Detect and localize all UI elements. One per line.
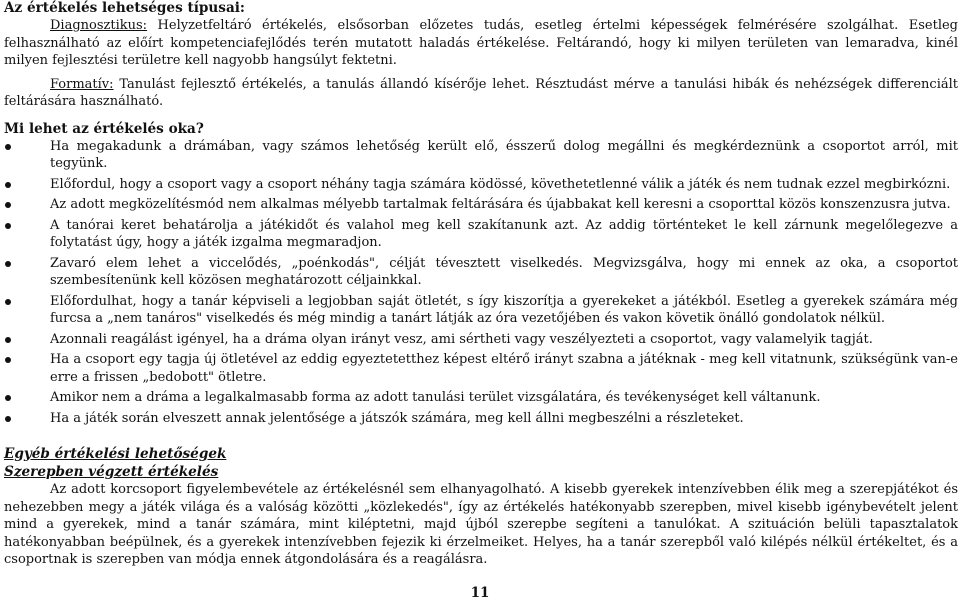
- list-item: Ha a játék során elveszett annak jelentősége a játszók számára, meg kell állni megbeszélni a részleteket.: [4, 410, 958, 428]
- list-item: Zavaró elem lehet a viccelődés, „poénkodás", célját tévesztett viselkedés. Megvizsgálva, hogy mi ennek az oka, a csoportot szembesítenünk kell közösen meghatározott céljainkkal.: [4, 255, 958, 290]
- formative-label: Formatív:: [50, 76, 114, 92]
- reasons-list: [4, 138, 958, 428]
- section-title-reasons: Mi lehet az értékelés oka?: [4, 120, 204, 137]
- section-title-evaluation-types: Az értékelés lehetséges típusai:: [4, 0, 245, 16]
- formative-text: Tanulást fejlesztő értékelés, a tanulás állandó kísérője lehet. Résztudást mérve a tanulási hibák és nehézségek differenciált feltárására használható.: [4, 76, 958, 109]
- bullet-icon: [5, 261, 11, 267]
- bullet-icon: [5, 416, 11, 422]
- list-item: Amikor nem a dráma a legalkalmasabb forma az adott tanulási terület vizsgálatára, és tevékenységet kell váltanunk.: [4, 389, 958, 407]
- in-role-evaluation-paragraph: Az adott korcsoport figyelembevétele az értékelésnél sem elhanyagolható. A kisebb gyerekek intenzívebben élik meg a szerepjátékot és nehezebben megy a játék világa és a valóság közötti „közlekedés", így az értékelés hatékonyabb szerepben, mivel kisebb igénybevételt jelent mind a gyerekek, mind a tanár számára, mint kiléptetni, majd újból szerepbe segíteni a tanulókat. A szituáción belüli tapasztalatok hatékonyabban beépülnek, és a gyerekek intenzívebben fejezik ki érzelmeiket. Helyes, ha a tanár szerepből való kilépés nélkül értékeltet, és a csoportnak is szerepben van módja ennek átgondolására és a reagálásra.: [4, 482, 958, 567]
- bullet-icon: [5, 357, 11, 363]
- bullet-icon: [5, 182, 11, 188]
- bullet-icon: [5, 337, 11, 343]
- bullet-icon: [5, 144, 11, 150]
- section-title-other-evaluation: Egyéb értékelési lehetőségek: [4, 446, 227, 462]
- list-item: Ha a csoport egy tagja új ötletével az eddig egyeztetetthez képest eltérő irányt szabna a játéknak - meg kell vitatnunk, szükségünk van-e erre a frissen „bedobott" ötletre.: [4, 351, 958, 386]
- list-item: Az adott megközelítésmód nem alkalmas mélyebb tartalmak feltárására és újabbakat kell keresni a csoporttal közös konszenzusra jutva.: [4, 196, 958, 214]
- list-item: Ha megakadunk a drámában, vagy számos lehetőség került elő, ésszerű dolog megállni és megkérdeznünk a csoportot arról, mit tegyünk.: [4, 138, 958, 173]
- bullet-icon: [5, 395, 11, 401]
- diagnostic-text: Helyzetfeltáró értékelés, elsősorban előzetes tudás, esetleg értelmi képességek felmérésére szolgálhat. Esetleg felhasználható az előírt kompetenciafejlődés terén mutatott haladás értékelése. Feltárandó, hogy ki milyen területen van lemaradva, kinél milyen fejlesztési területre kell nagyobb hangsúlyt fektetni.: [4, 18, 958, 68]
- formative-paragraph: [4, 76, 958, 111]
- document-page: [4, 0, 958, 569]
- diagnostic-label: Diagnosztikus:: [50, 18, 148, 33]
- list-item: Azonnali reagálást igényel, ha a dráma olyan irányt vesz, ami sértheti vagy veszélyezteti a csoportot, vagy valamelyik tagját.: [4, 331, 958, 349]
- diagnostic-paragraph: [4, 17, 958, 70]
- page-number: 11: [470, 585, 490, 601]
- bullet-icon: [5, 299, 11, 305]
- bullet-icon: [5, 223, 11, 229]
- bullet-icon: [5, 202, 11, 208]
- section-subtitle-in-role-evaluation: Szerepben végzett értékelés: [4, 463, 219, 480]
- list-item: A tanórai keret behatárolja a játékidőt és valahol meg kell szakítanunk azt. Az addig történteket le kell zárnunk megelőlegezve a folytatást úgy, hogy a játék izgalma megmaradjon.: [4, 217, 958, 252]
- list-item: Előfordul, hogy a csoport vagy a csoport néhány tagja számára ködössé, követhetetlenné válik a játék és nem tudnak ezzel megbirkózni.: [4, 176, 958, 194]
- list-item: Előfordulhat, hogy a tanár képviseli a legjobban saját ötletét, s így kiszorítja a gyerekeket a játékból. Esetleg a gyerekek számára még furcsa a „nem tanáros" viselkedés és még mindig a tanárt látják az óra vezetőjében és vakon követik önálló gondolatok nélkül.: [4, 293, 958, 328]
